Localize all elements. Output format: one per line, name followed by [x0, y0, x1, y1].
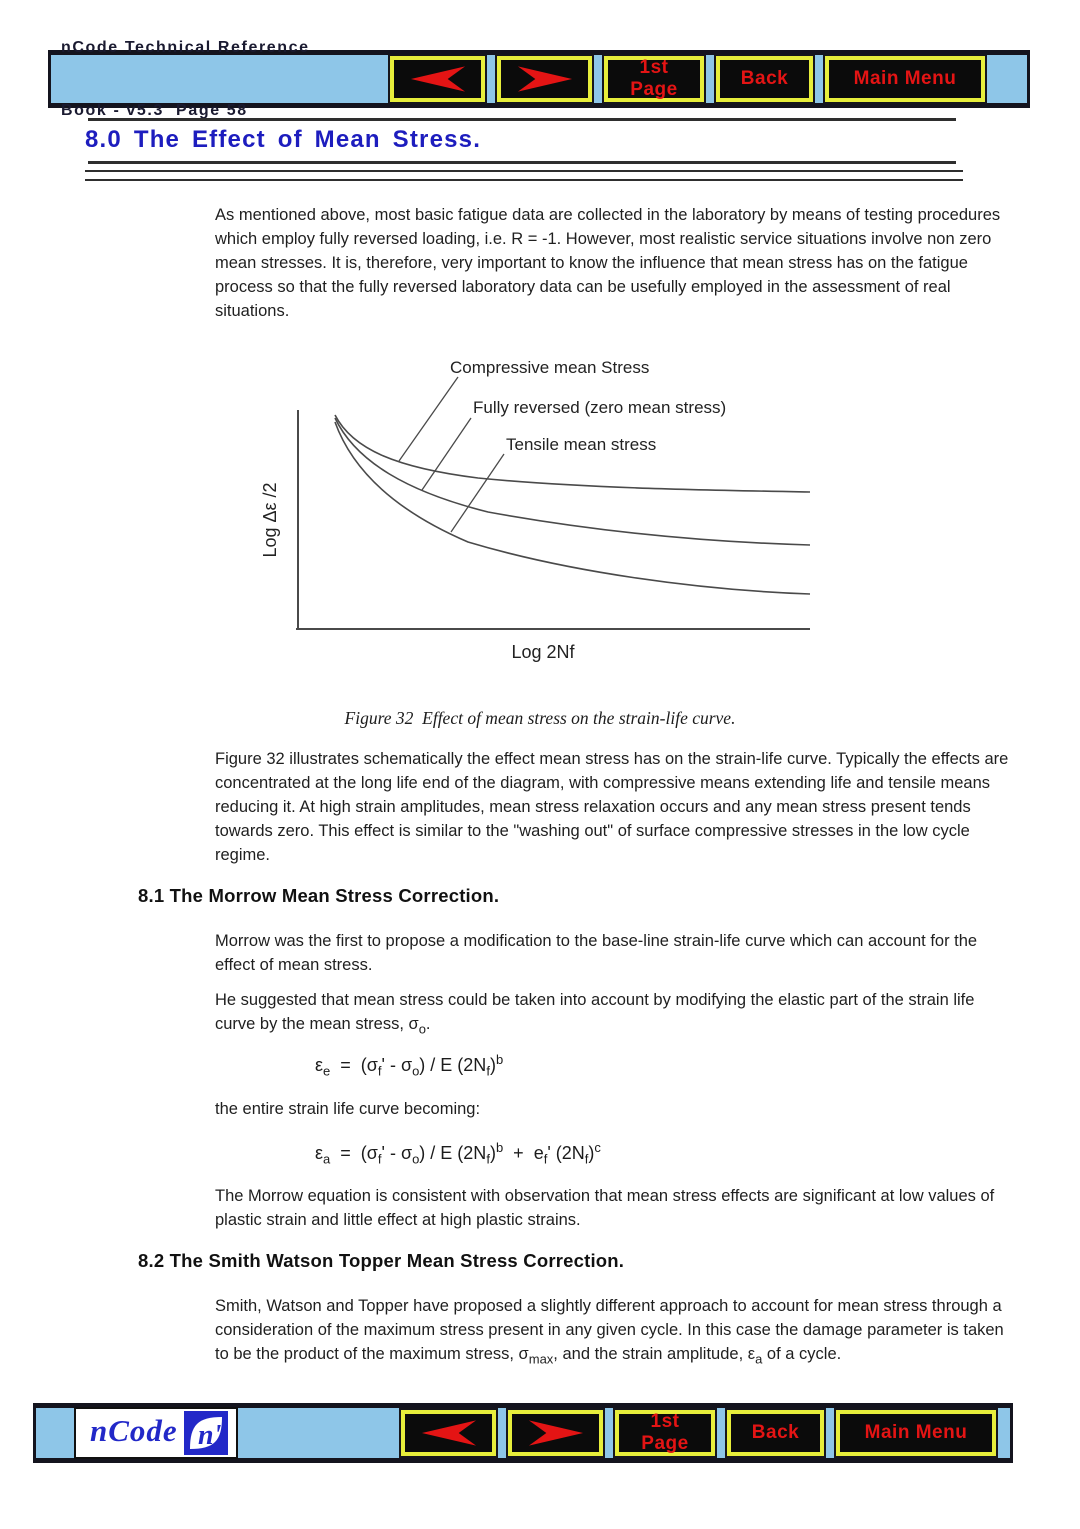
next-page-button-footer[interactable]: [508, 1410, 603, 1456]
back-button[interactable]: Back: [716, 56, 813, 102]
first-page-button[interactable]: 1st Page: [604, 56, 704, 102]
section-heading-8-2: 8.2 The Smith Watson Topper Mean Stress Correction.: [138, 1250, 625, 1271]
left-arrow-icon: [420, 1418, 478, 1448]
leader-fully-reversed: [422, 418, 471, 490]
main-menu-button[interactable]: Main Menu: [825, 56, 985, 102]
left-arrow-icon: [409, 64, 467, 94]
prev-page-button-footer[interactable]: [401, 1410, 496, 1456]
paragraph-morrow-2: He suggested that mean stress could be taken into account by modifying the elastic part of the strain life curve by the mean stress, $\sigma_o$.: [215, 991, 975, 1037]
paragraph-morrow-1: Morrow was the first to propose a modification to the base-line strain-life curve which can account for the effect of mean stress.: [215, 932, 978, 974]
chart-x-axis-label: Log 2Nf: [511, 642, 575, 662]
paragraph-figure-discussion: Figure 32 illustrates schematically the effect mean stress has on the strain-life curve. Typically the effects are concentrated at the long life end of the diagram, with compressive means extending life and tensile means reducing it. At high strain amplitudes, mean stress relaxation occurs and any mean stress present tends towards zero. This effect is similar to the "washing out" of surface compressive stresses in the low cycle regime.: [215, 750, 1009, 864]
document-title-line1: nCode Technical Reference: [61, 38, 310, 56]
document-title-line2: Book - v5.3 Page 58: [61, 102, 248, 120]
ncode-logo: [74, 1407, 238, 1459]
ncode-logo-mark-icon: [184, 1411, 228, 1455]
rule-below-title: [88, 161, 956, 164]
strain-life-chart: [243, 342, 823, 672]
first-page-button-footer[interactable]: 1st Page: [615, 1410, 715, 1456]
right-arrow-icon: [516, 64, 574, 94]
header-nav: [390, 56, 1027, 102]
main-menu-button-footer[interactable]: Main Menu: [836, 1410, 996, 1456]
leader-tensile: [451, 454, 504, 532]
next-page-button[interactable]: [497, 56, 592, 102]
label-compressive-mean-stress: Compressive mean Stress: [450, 358, 650, 377]
figure-caption: Figure 32 Effect of mean stress on the strain-life curve.: [344, 708, 736, 728]
back-button-footer[interactable]: Back: [727, 1410, 824, 1456]
label-fully-reversed: Fully reversed (zero mean stress): [473, 398, 727, 417]
footer-bar: [33, 1403, 1013, 1463]
footer-nav: [401, 1410, 1010, 1456]
header-bar: [48, 38, 1030, 120]
prev-page-button[interactable]: [390, 56, 485, 102]
chart-y-axis-label: Log Δε /2: [260, 482, 280, 558]
ncode-logo-text: nCode: [90, 1413, 178, 1448]
paragraph-morrow-3: The Morrow equation is consistent with observation that mean stress effects are significant at low values of plastic strain and little effect at high plastic strains.: [215, 1187, 995, 1229]
paragraph-becoming: the entire strain life curve becoming:: [215, 1100, 481, 1118]
paragraph-swt: Smith, Watson and Topper have proposed a slightly different approach to account for mean stress through a consideration of the maximum stress present in any given cycle. In this case the damage parameter is taken to be the product of the maximum stress, $\sigma_{max}$, and the strain amplitude, $\varepsilon_a$ of a cycle.: [215, 1297, 1004, 1367]
section-heading-8-1: 8.1 The Morrow Mean Stress Correction.: [138, 885, 500, 906]
double-rule-below-title: [85, 170, 963, 181]
right-arrow-icon: [527, 1418, 585, 1448]
leader-compressive: [399, 377, 458, 461]
page-title: 8.0 The Effect of Mean Stress.: [85, 126, 482, 153]
svg-text:n': n': [197, 1420, 222, 1451]
equation-total-strain: $\varepsilon_a = (\sigma_f' - \sigma_o) / E$ $(2N_f)^b + e_f'$ $(2N_f)^c$: [315, 1140, 601, 1167]
equation-elastic-strain: $\varepsilon_e = (\sigma_f' - \sigma_o) / E$ $(2N_f)^b$: [315, 1052, 504, 1079]
paragraph-intro: As mentioned above, most basic fatigue data are collected in the laboratory by means of testing procedures which employ fully reversed loading, i.e. R = -1. However, most realistic service situations involve non zero mean stresses. It is, therefore, very important to know the influence that mean stress has on the fatigue process so that the fully reversed laboratory data can be usefully employed in the assessment of real situations.: [215, 206, 1001, 320]
label-tensile-mean-stress: Tensile mean stress: [506, 435, 657, 454]
rule-above-title: [88, 118, 956, 121]
